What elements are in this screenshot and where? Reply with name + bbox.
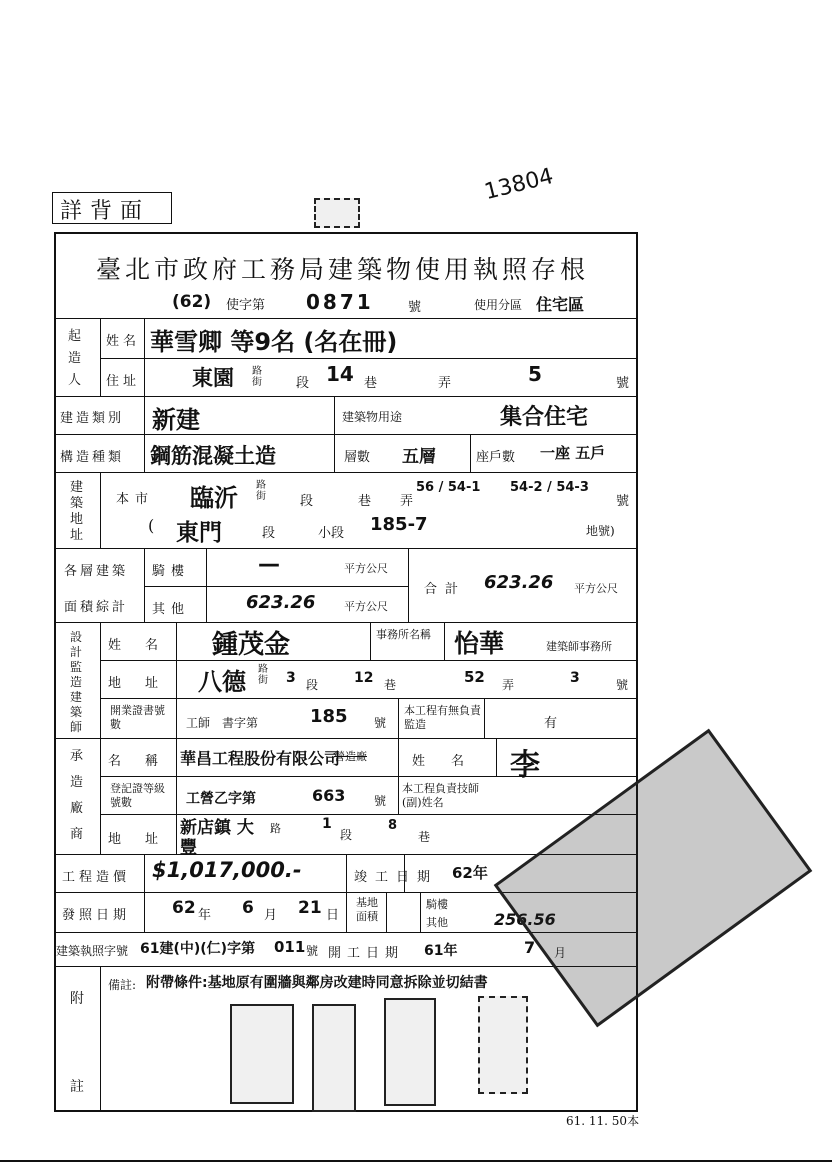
architect-license-value: 185 (310, 706, 348, 727)
col-line (496, 738, 497, 776)
architect-address-alley-label: 弄 (502, 678, 515, 692)
site-other-label: 其他 (426, 916, 448, 929)
row-line (54, 472, 638, 473)
issue-label: 發照日期 (62, 908, 131, 923)
start-month: 7 (524, 938, 536, 957)
issue-day: 21 (298, 898, 322, 918)
other-value: 623.26 (246, 592, 316, 613)
applicant-group-label: 起造人 (68, 329, 82, 388)
total-label: 合計 (424, 582, 467, 597)
issue-month: 6 (242, 898, 254, 918)
col-line (100, 472, 101, 548)
lot-section-label: 段 (262, 526, 276, 541)
contractor-reg-suffix: 號 (374, 794, 387, 808)
contractor-name-print: 營造廠 (334, 750, 367, 763)
lot-no: 185-7 (370, 514, 428, 535)
col-line (398, 698, 399, 738)
other-unit: 平方公尺 (344, 600, 388, 613)
license-year: (62) (172, 292, 212, 312)
contractor-address-section-label: 段 (340, 828, 353, 842)
architect-name-label: 姓名 (108, 638, 183, 653)
supervisor-label: 本工程有無負責監造 (404, 704, 481, 731)
row-line (100, 776, 638, 777)
applicant-address-label: 住址 (106, 374, 141, 389)
license-suffix: 號 (408, 300, 422, 315)
col-line (470, 434, 471, 472)
architect-address-lane-value: 12 (354, 670, 374, 686)
row-line (54, 434, 638, 435)
corner-label: 詳背面 (60, 199, 151, 224)
units-label: 座戶數 (476, 450, 516, 465)
permit-value: 61建(中)(仁)字第 (140, 941, 256, 957)
col-line (100, 966, 101, 1112)
architect-address-no-value: 3 (570, 670, 580, 686)
contractor-name-value: 華昌工程股份有限公司 (180, 749, 341, 768)
col-line (420, 892, 421, 932)
alley-label: 弄 (400, 494, 414, 509)
city-label: 本市 (116, 492, 155, 507)
small-top-stamp (314, 198, 360, 228)
seal-stamp (230, 1004, 294, 1104)
row-line (144, 586, 408, 587)
col-line (100, 318, 101, 396)
issue-year-label: 年 (198, 908, 212, 923)
permit-no: 011 (274, 938, 306, 956)
seal-stamp (478, 996, 528, 1094)
site-other-value: 256.56 (494, 910, 556, 929)
contractor-reg-prefix: 工營乙字第 (186, 791, 256, 807)
permit-label: 建築執照字號 (56, 944, 129, 958)
area-label-line1: 各層建築 (64, 564, 129, 579)
col-line (334, 396, 335, 434)
issue-year: 62 (172, 898, 196, 918)
start-label: 開工日期 (328, 946, 405, 961)
start-year: 61年 (424, 943, 458, 959)
col-line (370, 622, 371, 660)
architect-address-section-label: 段 (306, 678, 319, 692)
contractor-person-label: 姓名 (412, 754, 491, 769)
remarks-note-value: 附帶條件:基地原有圍牆與鄰房改建時同意拆除並切結書 (146, 975, 488, 991)
col-line (386, 892, 387, 932)
area-label-line2: 面積綜計 (64, 600, 129, 615)
permit-suffix: 號 (306, 944, 319, 958)
col-line (444, 622, 445, 660)
serial-handwritten: 13804 (482, 163, 556, 206)
contractor-name-label: 名稱 (108, 754, 183, 769)
row-line (54, 318, 638, 319)
structure-label: 構造種類 (60, 450, 125, 465)
col-line (398, 776, 399, 814)
start-month-label: 月 (554, 946, 567, 960)
applicant-address-value: 東園 (192, 366, 234, 390)
architect-address-no-label: 號 (616, 678, 629, 692)
architect-license-suffix: 號 (374, 716, 387, 730)
col-line (398, 738, 399, 776)
completion-value: 62年 (452, 864, 488, 882)
col-line (144, 548, 145, 622)
row-line (54, 966, 638, 967)
architect-address-section-value: 3 (286, 670, 296, 686)
col-line (346, 854, 347, 932)
col-line (100, 622, 101, 854)
contractor-tech-label: 本工程負責技師(副)姓名 (402, 782, 479, 809)
office-value: 怡華 (454, 629, 505, 658)
arcade-label: 騎樓 (152, 564, 191, 579)
lot-open-paren: ( (148, 516, 155, 535)
supervisor-value: 有 (544, 716, 558, 731)
units-value: 一座 五戶 (540, 444, 606, 462)
remarks-label-top: 附 (70, 991, 84, 1007)
row-line (54, 396, 638, 397)
col-line (484, 698, 485, 738)
cost-label: 工程造價 (62, 870, 131, 885)
building-use-label: 建築物用途 (342, 410, 403, 424)
contractor-address-lane-label: 巷 (418, 830, 431, 844)
arcade-unit: 平方公尺 (344, 562, 388, 575)
row-line (100, 814, 638, 815)
zone-label: 使用分區 (474, 298, 523, 312)
contractor-group-label: 承造廠商 (70, 749, 84, 842)
office-suffix: 建築師事務所 (546, 640, 612, 653)
architect-address-alley-value: 52 (464, 668, 485, 686)
col-line (176, 622, 177, 854)
remarks-label-bottom: 註 (70, 1079, 84, 1095)
lot-district: 東門 (176, 520, 222, 546)
total-value: 623.26 (484, 572, 554, 593)
remarks-note-label: 備註: (108, 978, 137, 992)
applicant-name-label: 姓名 (106, 334, 141, 349)
contractor-address-value: 新店鎮 大豐 (180, 818, 254, 858)
applicant-address-road: 路街 (252, 366, 262, 388)
site-arcade-label: 騎樓 (426, 898, 448, 911)
architect-group-label: 設計監造建築師 (70, 630, 83, 734)
road-value: 臨沂 (190, 484, 238, 512)
lane-label: 巷 (358, 494, 372, 509)
architect-address-label: 地址 (108, 676, 183, 691)
license-no: 0871 (306, 290, 374, 314)
contractor-address-section-value: 1 (322, 816, 332, 832)
row-line (100, 358, 638, 359)
section-label: 段 (300, 494, 314, 509)
completion-label: 竣工日期 (354, 870, 439, 885)
applicant-address-lane-value: 14 (326, 362, 354, 386)
seal-stamp (384, 998, 436, 1106)
row-line (54, 622, 638, 623)
col-line (144, 318, 145, 396)
contractor-person-value: 李 (510, 748, 540, 783)
contractor-reg-label: 登記證等級號數 (110, 782, 165, 809)
issue-day-label: 日 (326, 908, 340, 923)
architect-license-label: 開業證書號數 (110, 704, 165, 731)
floors-value: 五層 (402, 447, 436, 467)
building-type-value: 新建 (152, 406, 200, 434)
road-label: 路街 (256, 480, 266, 502)
contractor-address-road: 路 (270, 822, 281, 835)
architect-address-road: 路街 (258, 664, 268, 686)
contractor-address-label: 地址 (108, 832, 183, 847)
col-line (144, 854, 145, 932)
applicant-address-no-value: 5 (528, 362, 542, 386)
contractor-address-lane-value: 8 (388, 818, 398, 833)
col-line (144, 396, 145, 472)
row-line (100, 698, 638, 699)
architect-address-value: 八德 (198, 668, 246, 696)
zone-value: 住宅區 (536, 295, 585, 314)
architect-license-mid: 書字第 (222, 716, 259, 730)
architect-address-lane-label: 巷 (384, 678, 397, 692)
arcade-value: — (258, 552, 280, 577)
no-values-right: 54-2 / 54-3 (510, 480, 589, 495)
no-values-left: 56 / 54-1 (416, 480, 481, 495)
lot-subsection-label: 小段 (318, 526, 345, 541)
floors-label: 層數 (344, 450, 371, 465)
structure-value: 鋼筋混凝土造 (150, 444, 276, 468)
other-label: 其他 (152, 602, 191, 617)
architect-license-prefix: 工師 (186, 716, 211, 730)
applicant-name-value: 華雪卿 等9名 (名在冊) (150, 328, 398, 356)
form-title: 臺北市政府工務局建築物使用執照存根 (96, 255, 590, 284)
applicant-address-section-label: 段 (296, 376, 310, 391)
row-line (54, 548, 638, 549)
building-use-value: 集合住宅 (500, 405, 589, 430)
site-area-label: 基地面積 (356, 896, 378, 923)
applicant-address-alley-label: 弄 (438, 376, 452, 391)
bottom-rule (0, 1160, 832, 1162)
print-code: 61. 11. 50本 (566, 1114, 640, 1128)
total-unit: 平方公尺 (574, 582, 618, 595)
office-label: 事務所名稱 (376, 628, 431, 641)
building-type-label: 建造類別 (60, 411, 125, 426)
no-label: 號 (616, 494, 630, 509)
applicant-address-lane-label: 巷 (364, 376, 378, 391)
row-line (100, 660, 638, 661)
row-line (54, 738, 638, 739)
contractor-reg-value: 663 (312, 786, 346, 805)
location-label: 建築地址 (70, 480, 84, 543)
col-line (206, 548, 207, 622)
issue-month-label: 月 (264, 908, 278, 923)
cost-value: $1,017,000.- (152, 858, 302, 882)
seal-stamp (312, 1004, 356, 1112)
architect-name-value: 鍾茂金 (212, 630, 291, 660)
license-prefix: 使字第 (226, 298, 266, 313)
lot-suffix: 地號) (586, 524, 615, 538)
col-line (334, 434, 335, 472)
col-line (408, 548, 409, 622)
applicant-address-no-label: 號 (616, 376, 630, 391)
